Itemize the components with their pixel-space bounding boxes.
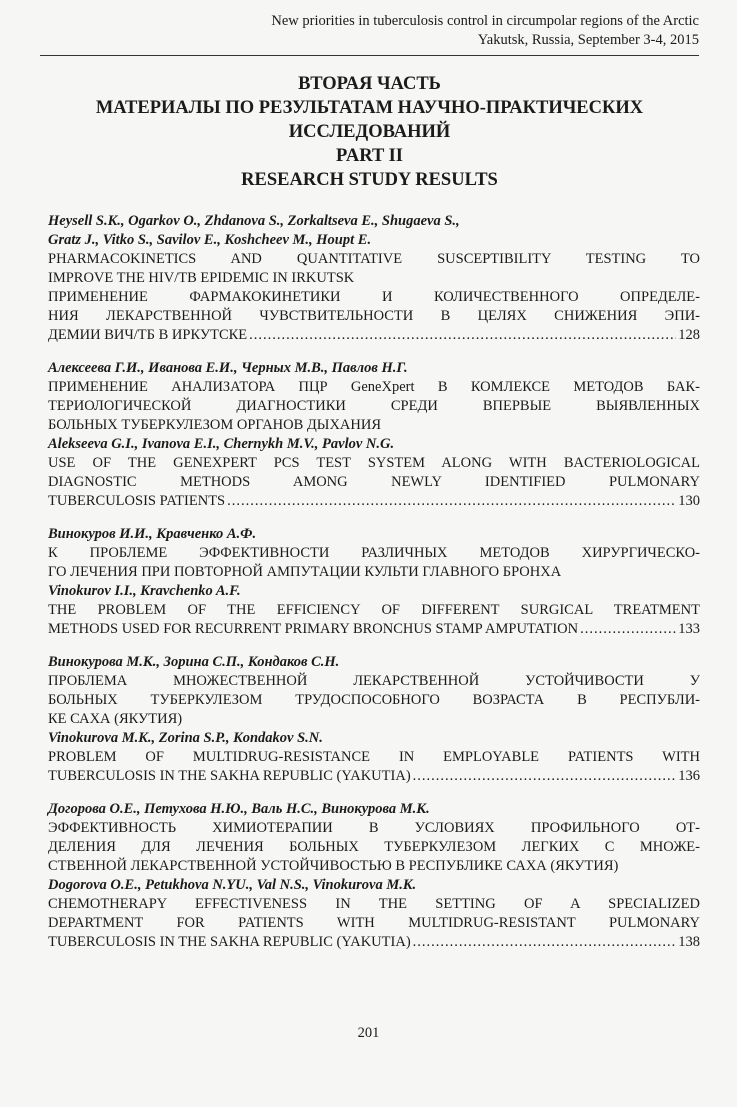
dot-leader [249, 326, 676, 345]
entry-title-line: ЭФФЕКТИВНОСТЬ ХИМИОТЕРАПИИ В УСЛОВИЯХ ПРОФИЛЬНОГО ОТ- [48, 820, 700, 836]
entry-authors: Dogorova O.E., Petukhova N.YU., Val N.S., Vinokurova M.K. [48, 877, 417, 893]
entry-authors: Vinokurova M.K., Zorina S.P., Kondakov S.N. [48, 730, 323, 746]
title-line: ИССЛЕДОВАНИЙ [288, 122, 451, 142]
dot-leader [413, 767, 677, 786]
entry-authors: Алексеева Г.И., Иванова Е.И., Черных М.В., Павлов Н.Г. [48, 360, 408, 376]
running-header [271, 12, 699, 50]
dot-leader [580, 620, 676, 639]
entry-title-line: КЕ САХА (ЯКУТИЯ) [48, 711, 183, 727]
entry-title-line: CHEMOTHERAPY EFFECTIVENESS IN THE SETTING OF A SPECIALIZED [48, 896, 700, 912]
entry-title-line: TUBERCULOSIS IN THE SAKHA REPUBLIC (YAKUTIA) [48, 934, 411, 950]
entry-last-line [48, 492, 700, 511]
header-rule [40, 55, 699, 56]
entry-page-number: 136 [678, 768, 700, 784]
entry-title-line: БОЛЬНЫХ ТУБЕРКУЛЕЗОМ ОРГАНОВ ДЫХАНИЯ [48, 417, 381, 433]
entry-page-number: 133 [678, 621, 700, 637]
toc-entry [48, 653, 700, 786]
entry-title-line: ПРИМЕНЕНИЕ АНАЛИЗАТОРА ПЦР GeneXpert В КОМЛЕКСЕ МЕТОДОВ БАК- [48, 379, 700, 395]
entry-title-line: ДЕЛЕНИЯ ДЛЯ ЛЕЧЕНИЯ БОЛЬНЫХ ТУБЕРКУЛЕЗОМ ЛЕГКИХ С МНОЖЕ- [48, 839, 700, 855]
entry-authors: Gratz J., Vitko S., Savilov E., Koshcheev M., Houpt E. [48, 232, 372, 248]
entry-title-line: ПРИМЕНЕНИЕ ФАРМАКОКИНЕТИКИ И КОЛИЧЕСТВЕННОГО ОПРЕДЕЛЕ- [48, 289, 700, 305]
title-line: ВТОРАЯ ЧАСТЬ [298, 74, 441, 94]
entry-title-line: ТЕРИОЛОГИЧЕСКОЙ ДИАГНОСТИКИ СРЕДИ ВПЕРВЫЕ ВЫЯВЛЕННЫХ [48, 398, 700, 414]
entry-title-line: НИЯ ЛЕКАРСТВЕННОЙ ЧУВСТВИТЕЛЬНОСТИ В ЦЕЛЯХ СНИЖЕНИЯ ЭПИ- [48, 308, 700, 324]
title-line: PART II [335, 146, 404, 166]
entry-last-line [48, 767, 700, 786]
entry-authors: Heysell S.K., Ogarkov O., Zhdanova S., Zorkaltseva E., Shugaeva S., [48, 213, 460, 229]
entry-authors: Догорова О.Е., Петухова Н.Ю., Валь Н.С., Винокурова М.К. [48, 801, 430, 817]
entry-authors: Винокуров И.И., Кравченко А.Ф. [48, 526, 257, 542]
header-line-2: Yakutsk, Russia, September 3-4, 2015 [477, 32, 699, 48]
entry-title-line: БОЛЬНЫХ ТУБЕРКУЛЕЗОМ ТРУДОСПОСОБНОГО ВОЗРАСТА В РЕСПУБЛИ- [48, 692, 700, 708]
entry-title-line: PHARMACOKINETICS AND QUANTITATIVE SUSCEPTIBILITY TESTING TO [48, 251, 700, 267]
toc-entry [48, 800, 700, 952]
dot-leader [227, 492, 676, 511]
entry-title-line: ПРОБЛЕМА МНОЖЕСТВЕННОЙ ЛЕКАРСТВЕННОЙ УСТОЙЧИВОСТИ У [48, 673, 700, 689]
entry-title-line: METHODS USED FOR RECURRENT PRIMARY BRONCHUS STAMP AMPUTATION [48, 621, 579, 637]
title-line: RESEARCH STUDY RESULTS [241, 170, 498, 190]
entry-last-line [48, 620, 700, 639]
toc-entry [48, 525, 700, 639]
entry-title-line: СТВЕННОЙ ЛЕКАРСТВЕННОЙ УСТОЙЧИВОСТЬЮ В РЕСПУБЛИКЕ САХА (ЯКУТИЯ) [48, 858, 619, 874]
title-line: МАТЕРИАЛЫ ПО РЕЗУЛЬТАТАМ НАУЧНО-ПРАКТИЧЕСКИХ [95, 98, 644, 118]
entry-title-line: ГО ЛЕЧЕНИЯ ПРИ ПОВТОРНОЙ АМПУТАЦИИ КУЛЬТИ ГЛАВНОГО БРОНХА [48, 564, 562, 580]
entry-title-line: USE OF THE GENEXPERT PCS TEST SYSTEM ALONG WITH BACTERIOLOGICAL [48, 455, 700, 471]
entry-authors: Alekseeva G.I., Ivanova E.I., Chernykh M.V., Pavlov N.G. [48, 436, 395, 452]
entry-last-line [48, 933, 700, 952]
entry-last-line [48, 326, 700, 345]
entry-title-line: THE PROBLEM OF THE EFFICIENCY OF DIFFERENT SURGICAL TREATMENT [48, 602, 700, 618]
entry-page-number: 130 [678, 493, 700, 509]
entry-authors: Винокурова М.К., Зорина С.П., Кондаков С.Н. [48, 654, 340, 670]
toc-entry [48, 359, 700, 511]
entry-title-line: ДЕМИИ ВИЧ/ТБ В ИРКУТСКЕ [48, 327, 248, 343]
entry-title-line: TUBERCULOSIS PATIENTS [48, 493, 226, 509]
entry-title-line: К ПРОБЛЕМЕ ЭФФЕКТИВНОСТИ РАЗЛИЧНЫХ МЕТОДОВ ХИРУРГИЧЕСКО- [48, 545, 700, 561]
entry-page-number: 138 [678, 934, 700, 950]
entry-page-number: 128 [678, 327, 700, 343]
header-line-1: New priorities in tuberculosis control in circumpolar regions of the Arctic [271, 13, 699, 29]
page-number: 201 [357, 1025, 380, 1041]
entry-title-line: DIAGNOSTIC METHODS AMONG NEWLY IDENTIFIED PULMONARY [48, 474, 700, 490]
entry-title-line: PROBLEM OF MULTIDRUG-RESISTANCE IN EMPLOYABLE PATIENTS WITH [48, 749, 700, 765]
dot-leader [413, 933, 677, 952]
entry-title-line: DEPARTMENT FOR PATIENTS WITH MULTIDRUG-RESISTANT PULMONARY [48, 915, 700, 931]
section-title [40, 72, 699, 192]
toc-entry [48, 212, 700, 345]
entry-authors: Vinokurov I.I., Kravchenko A.F. [48, 583, 241, 599]
entry-title-line: TUBERCULOSIS IN THE SAKHA REPUBLIC (YAKUTIA) [48, 768, 411, 784]
entry-title-line: IMPROVE THE HIV/TB EPIDEMIC IN IRKUTSK [48, 270, 355, 286]
table-of-contents [48, 212, 700, 966]
